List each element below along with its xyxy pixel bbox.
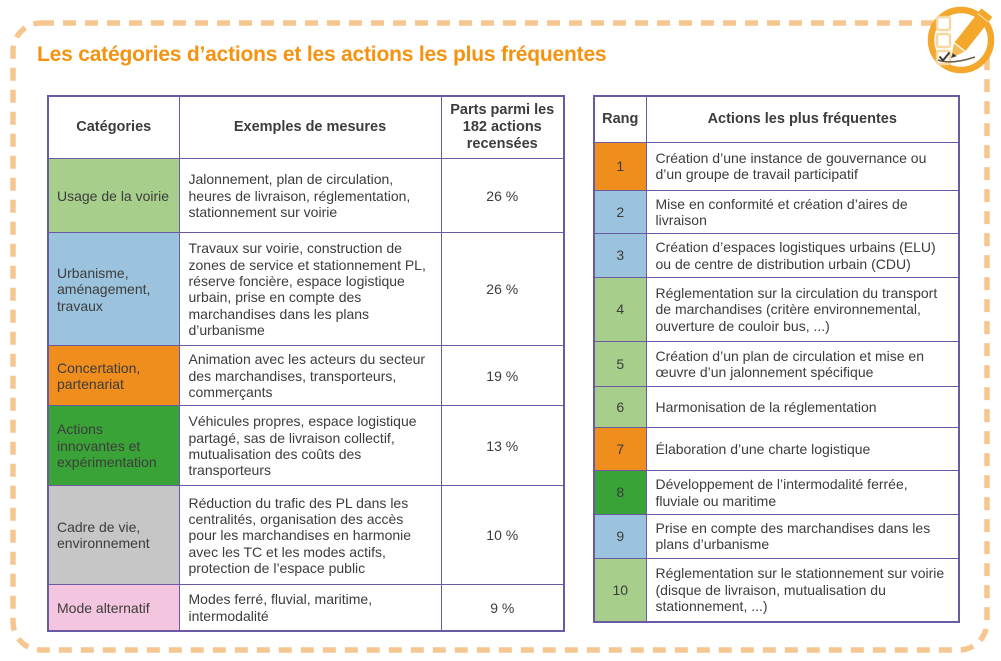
category-cell: Cadre de vie, environnement xyxy=(48,486,179,585)
checklist-pencil-icon xyxy=(923,2,999,78)
action-cell: Création d’espaces logistiques urbains (ELU) ou de centre de distribution urbain (CDU) xyxy=(646,234,959,278)
table-row xyxy=(48,486,564,585)
rank-cell: 2 xyxy=(594,190,646,234)
category-cell: Usage de la voirie xyxy=(48,159,179,233)
examples-cell: Animation avec les acteurs du secteur des marchandises, transporteurs, commerçants xyxy=(179,346,441,406)
table-row xyxy=(594,387,959,428)
action-cell: Développement de l’intermodalité ferrée, fluviale ou maritime xyxy=(646,471,959,515)
table-row xyxy=(594,234,959,278)
rank-cell: 7 xyxy=(594,428,646,471)
table-row xyxy=(594,342,959,387)
examples-cell: Véhicules propres, espace logistique partagé, sas de livraison collectif, mutualisation des coûts des transporteurs xyxy=(179,406,441,486)
categories-table-header xyxy=(48,96,564,159)
examples-cell: Travaux sur voirie, construction de zones de service et stationnement PL, réserve foncière, espace logistique urbain, prise en compte des marchandises dans les plans d’urbanisme xyxy=(179,233,441,346)
col-header-actions: Actions les plus fréquentes xyxy=(646,96,959,142)
action-cell: Harmonisation de la réglementation xyxy=(646,387,959,428)
table-row xyxy=(48,233,564,346)
share-cell: 10 % xyxy=(441,486,564,585)
table-row xyxy=(594,142,959,190)
col-header-categories: Catégories xyxy=(48,96,179,159)
table-row xyxy=(594,428,959,471)
table-row xyxy=(594,558,959,622)
rank-cell: 9 xyxy=(594,515,646,559)
table-row xyxy=(48,159,564,233)
category-cell: Actions innovantes et expérimentation xyxy=(48,406,179,486)
category-cell: Urbanisme, aménagement, travaux xyxy=(48,233,179,346)
rank-table-header xyxy=(594,96,959,142)
col-header-examples: Exemples de mesures xyxy=(179,96,441,159)
category-cell: Mode alternatif xyxy=(48,585,179,631)
action-cell: Création d’un plan de circulation et mise en œuvre d’un jalonnement spécifique xyxy=(646,342,959,387)
table-row xyxy=(594,278,959,342)
rank-cell: 8 xyxy=(594,471,646,515)
rank-cell: 3 xyxy=(594,234,646,278)
rank-cell: 6 xyxy=(594,387,646,428)
header-row xyxy=(594,96,959,142)
action-cell: Mise en conformité et création d’aires de livraison xyxy=(646,190,959,234)
header-row xyxy=(48,96,564,159)
table-row xyxy=(594,190,959,234)
rank-cell: 5 xyxy=(594,342,646,387)
table-row xyxy=(48,406,564,486)
category-cell: Concertation, partenariat xyxy=(48,346,179,406)
page-title: Les catégories d’actions et les actions les plus fréquentes xyxy=(37,43,607,66)
table-row xyxy=(48,346,564,406)
col-header-share: Parts parmi les 182 actions recensées xyxy=(441,96,564,159)
table-row xyxy=(48,585,564,631)
col-header-rank: Rang xyxy=(594,96,646,142)
rank-cell: 4 xyxy=(594,278,646,342)
action-cell: Élaboration d’une charte logistique xyxy=(646,428,959,471)
action-cell: Réglementation sur le stationnement sur voirie (disque de livraison, mutualisation du stationnement, ...) xyxy=(646,558,959,622)
share-cell: 26 % xyxy=(441,233,564,346)
categories-table xyxy=(47,95,565,632)
rank-table xyxy=(593,95,960,623)
action-cell: Création d’une instance de gouvernance ou d’un groupe de travail participatif xyxy=(646,142,959,190)
share-cell: 9 % xyxy=(441,585,564,631)
rank-cell: 10 xyxy=(594,558,646,622)
action-cell: Réglementation sur la circulation du transport de marchandises (critère environnemental, ouverture de couloir bus, ...) xyxy=(646,278,959,342)
share-cell: 13 % xyxy=(441,406,564,486)
share-cell: 26 % xyxy=(441,159,564,233)
examples-cell: Réduction du trafic des PL dans les centralités, organisation des accès pour les marchandises en harmonie avec les TC et les modes actifs, protection de l’espace public xyxy=(179,486,441,585)
examples-cell: Modes ferré, fluvial, maritime, intermodalité xyxy=(179,585,441,631)
share-cell: 19 % xyxy=(441,346,564,406)
examples-cell: Jalonnement, plan de circulation, heures de livraison, réglementation, stationnement sur voirie xyxy=(179,159,441,233)
table-row xyxy=(594,471,959,515)
rank-cell: 1 xyxy=(594,142,646,190)
table-row xyxy=(594,515,959,559)
action-cell: Prise en compte des marchandises dans les plans d’urbanisme xyxy=(646,515,959,559)
